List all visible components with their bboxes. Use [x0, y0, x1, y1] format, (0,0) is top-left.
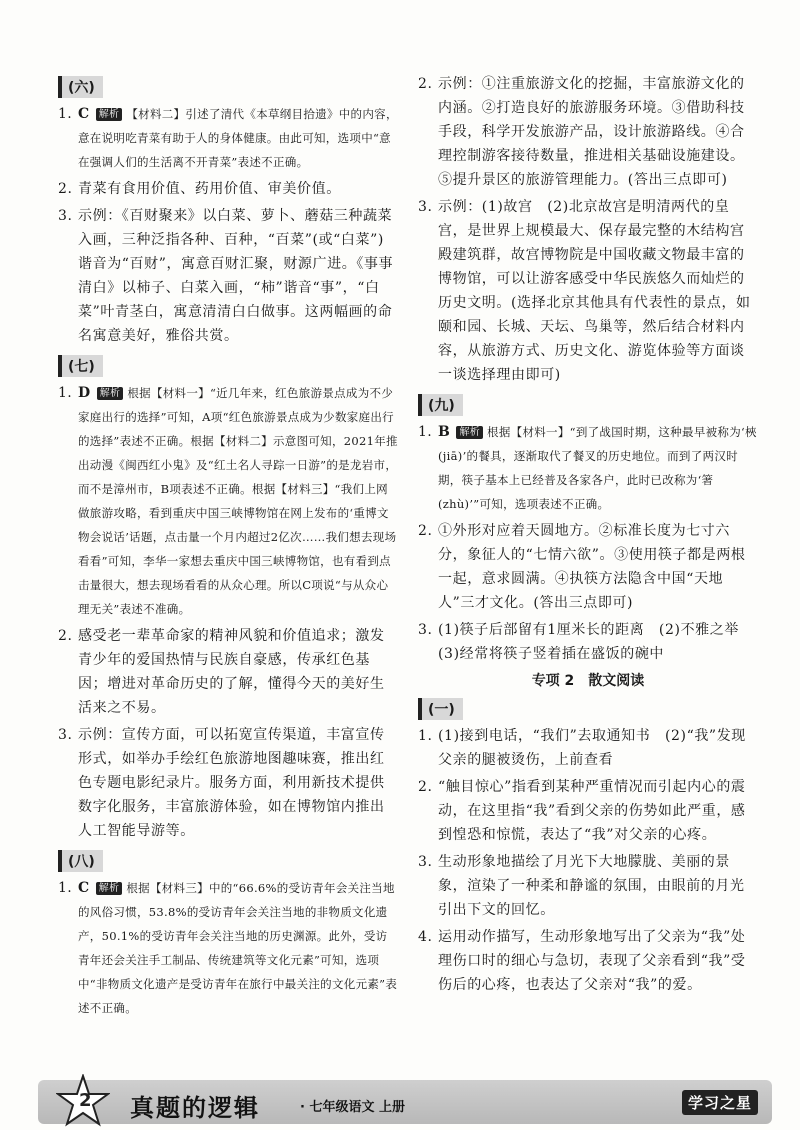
section-header-9: (九) [418, 394, 463, 416]
book-title: 真题的逻辑 [130, 1094, 260, 1122]
left-column [58, 72, 398, 1023]
answer-item: 2. 感受老一辈革命家的精神风貌和价值追求；激发青少年的爱国热情与民族自豪感，传承红色基因；增进对革命历史的了解，懂得今天的美好生活来之不易。 [58, 628, 385, 716]
answer-item: 3. 示例：宣传方面，可以拓宽宣传渠道，丰富宣传形式，如举办手绘红色旅游地图趣味赛，推出红色专题电影纪录片。服务方面，利用新技术提供数字化服务，丰富旅游体验，如在博物馆内推出人工智能导游等。 [58, 727, 385, 839]
answer-item: 2. 青菜有食用价值、药用价值、审美价值。 [58, 181, 341, 197]
analysis-badge: 解析 [97, 387, 124, 400]
special-topic-title: 专项 2 散文阅读 [531, 673, 645, 689]
answer-item: 3. (1)筷子后部留有1厘米长的距离 (2)不雅之举 (3)经常将筷子竖着插在盛饭的碗中 [418, 622, 754, 662]
analysis-badge: 解析 [456, 426, 483, 439]
section-header-1: (一) [418, 698, 463, 720]
answer-item: 3. 示例：《百财聚来》以白菜、萝卜、蘑菇三种蔬菜入画，三种泛指各种、百种，“百菜”(或“白菜”)谐音为“百财”，寓意百财汇聚，财源广进。《事事清白》以柿子、白菜入画，“柿”谐音“事”，“白菜”叶青茎白，寓意清清白白做事。这两幅画的命名寓意美好，雅俗共赏。 [58, 208, 394, 344]
book-subtitle: · 七年级语文 上册 [300, 1100, 405, 1115]
section-header-8: (八) [58, 850, 103, 872]
section-header-6: (六) [58, 76, 103, 98]
right-column [418, 72, 758, 1000]
answer-item: 3. 示例：(1)故宫 (2)北京故宫是明清两代的皇宫，是世界上规模最大、保存最完整的木结构宫殿建筑群，故宫博物院是中国收藏文物最丰富的博物馆，可以让游客感受中华民族悠久而灿烂的历史文明。(选择北京其他具有代表性的景点，如颐和园、长城、天坛、鸟巢等，然后结合材料内容，从旅游方式、历史文化、游览体验等方面谈一谈选择理由即可) [418, 199, 751, 383]
answer-item: 1. C 解析 【材料二】引述了清代《本草纲目拾遗》中的内容，意在说明吃青菜有助于人的身体健康。由此可知，选项中“意在强调人们的生活离不开青菜”表述不正确。 [58, 106, 398, 169]
section-header-7: (七) [58, 355, 103, 377]
page-footer [38, 1080, 772, 1124]
page-number: 2 [79, 1090, 92, 1111]
answer-item: 2. “触目惊心”指看到某种严重情况而引起内心的震动，在这里指“我”看到父亲的伤势如此严重，感到惶恐和惊慌，表达了“我”对父亲的心疼。 [418, 779, 746, 843]
answer-item: 2. 示例：①注重旅游文化的挖掘，丰富旅游文化的内涵。②打造良好的旅游服务环境。③借助科技手段，科学开发旅游产品，设计旅游路线。④合理控制游客接待数量，推进相关基础设施建设。⑤提升景区的旅游管理能力。(答出三点即可) [418, 76, 745, 188]
answer-item: 1. D 解析 根据【材料一】“近几年来，红色旅游景点成为不少家庭出行的选择”可知，A项“红色旅游景点成为少数家庭出行的选择”表述不正确。根据【材料二】示意图可知，2021年推出动漫《闽西红小鬼》及“红土名人寻踪一日游”的是龙岩市，而不是漳州市，B项表述不正确。根据【材料三】“我们上网做旅游攻略，看到重庆中国三峡博物馆在网上发布的‘重博文物会说话’话题，点击量一个月内超过2亿次……我们想去现场看看”可知，李华一家想去重庆中国三峡博物馆，也有看到点击量很大，想去现场看看的从众心理。所以C项说“与从众心理无关”表述不准确。 [58, 385, 398, 616]
brand-logo: 学习之星 [682, 1090, 758, 1115]
answer-item: 2. ①外形对应着天圆地方。②标准长度为七寸六分，象征人的“七情六欲”。③使用筷子都是两根一起，意求圆满。④执筷方法隐含中国“天地人”三才文化。(答出三点即可) [418, 523, 746, 611]
analysis-badge: 解析 [96, 882, 123, 895]
analysis-badge: 解析 [96, 108, 123, 121]
answer-item: 1. (1)接到电话，“我们”去取通知书 (2)“我”发现父亲的腿被烫伤，上前查看 [418, 728, 746, 768]
answer-item: 1. B 解析 根据【材料一】“到了战国时期，这种最早被称为‘梜(jiā)’的餐具，逐渐取代了餐叉的历史地位。而到了两汉时期，筷子基本上已经普及各家各户，此时已改称为‘箸(zhù)’”可知，选项表述不正确。 [418, 424, 757, 511]
answer-item: 3. 生动形象地描绘了月光下大地朦胧、美丽的景象，渲染了一种柔和静谧的氛围，由眼前的月光引出下文的回忆。 [418, 854, 745, 918]
answer-item: 1. C 解析 根据【材料三】中的“66.6%的受访青年会关注当地的风俗习惯，53.8%的受访青年会关注当地的非物质文化遗产，50.1%的受访青年会关注当地的历史渊源。此外，受访青年还会关注手工制品、传统建筑等文化元素”可知，选项中“非物质文化遗产是受访青年在旅行中最关注的文化元素”表述不正确。 [58, 880, 398, 1015]
answer-item: 4. 运用动作描写，生动形象地写出了父亲为“我”处理伤口时的细心与急切，表现了父亲看到“我”受伤后的心疼，也表达了父亲对“我”的爱。 [418, 929, 746, 993]
